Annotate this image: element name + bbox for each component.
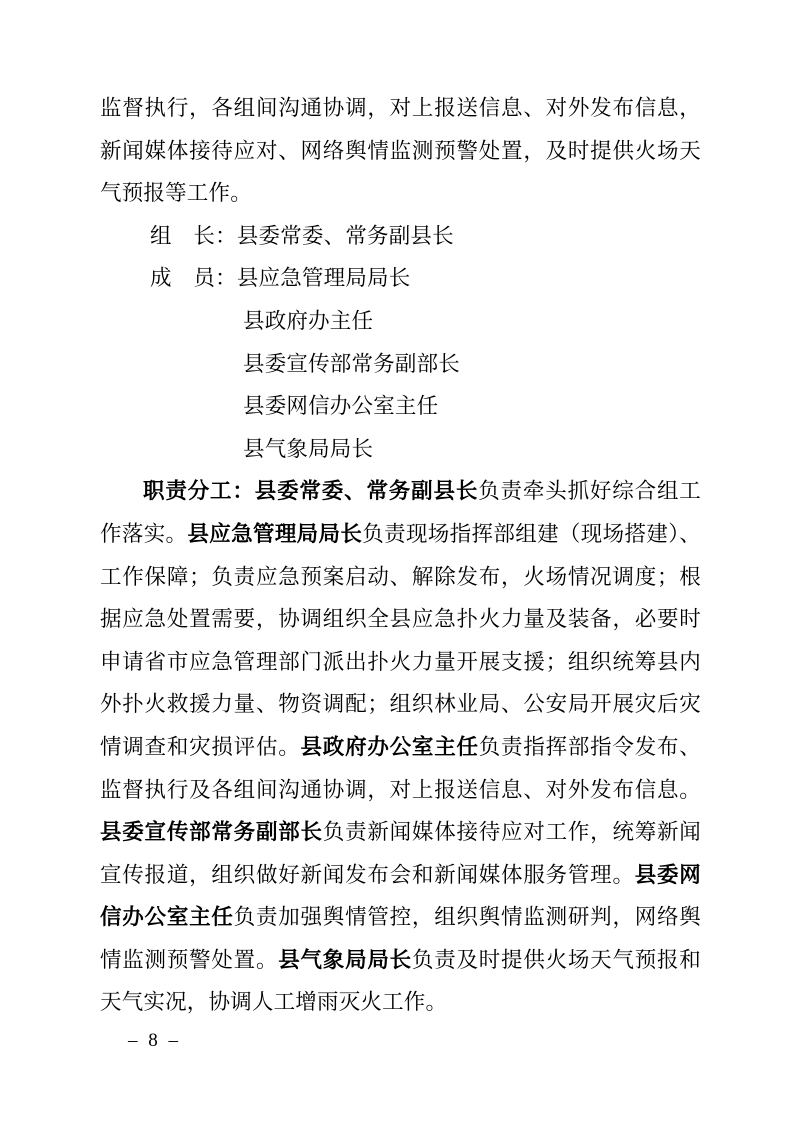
duty-role-name: 县应急管理局局长	[187, 521, 363, 546]
duty-role-name: 县委常委、常务副县长	[254, 479, 479, 504]
page-number: – 8 –	[128, 1030, 181, 1051]
member-label: 成 员：	[150, 266, 237, 291]
duty-role-name: 县政府办公室主任	[300, 734, 479, 759]
leader-value: 县委常委、常务副县长	[236, 223, 454, 248]
duty-role-name: 职责分工：	[143, 479, 255, 504]
duty-role-name: 县委宣传部常务副部长	[100, 820, 323, 845]
duty-role-name: 县气象局局长	[278, 947, 412, 972]
duty-role-name: 县委网信办公室主任	[100, 862, 701, 930]
duty-description: 负责指挥部指令发布、监督执行及各组间沟通协调，对上报送信息、对外发布信息。	[100, 734, 701, 802]
duty-description: 负责牵头抓好综合组工作落实。	[100, 479, 701, 546]
duties-paragraph	[100, 470, 701, 1024]
duty-description: 负责及时提供火场天气预报和天气实况，协调人工增雨灭火工作。	[100, 947, 701, 1015]
member-line	[100, 257, 701, 300]
continuation-paragraph: 监督执行，各组间沟通协调，对上报送信息、对外发布信息，新闻媒体接待应对、网络舆情监测预警处置，及时提供火场天气预报等工作。	[100, 96, 701, 206]
duty-description: 负责加强舆情管控，组织舆情监测研判，网络舆情监测预警处置。	[100, 905, 702, 972]
member-line: 县气象局局长	[243, 436, 374, 461]
duty-description: 负责现场指挥部组建（现场搭建）、工作保障；负责应急预案启动、解除发布，火场情况调度；根据应急处置需要，协调组织全县应急扑火力量及装备，必要时申请省市应急管理部门派出扑火力量开展支援；组织统筹县内外扑火救援力量、物资调配；组织林业局、公安局开展灾后灾情调查和灾损评估。	[100, 521, 701, 759]
member-value: 县应急管理局局长	[236, 266, 411, 291]
member-line: 县委宣传部常务副部长	[243, 351, 461, 376]
duty-description: 负责新闻媒体接待应对工作，统筹新闻宣传报道，组织做好新闻发布会和新闻媒体服务管理。	[100, 820, 701, 887]
member-line: 县政府办主任	[243, 308, 374, 333]
document-body	[100, 87, 701, 1024]
leader-label: 组 长：	[150, 223, 237, 248]
member-line: 县委网信办公室主任	[243, 394, 439, 419]
leader-line	[100, 215, 701, 258]
